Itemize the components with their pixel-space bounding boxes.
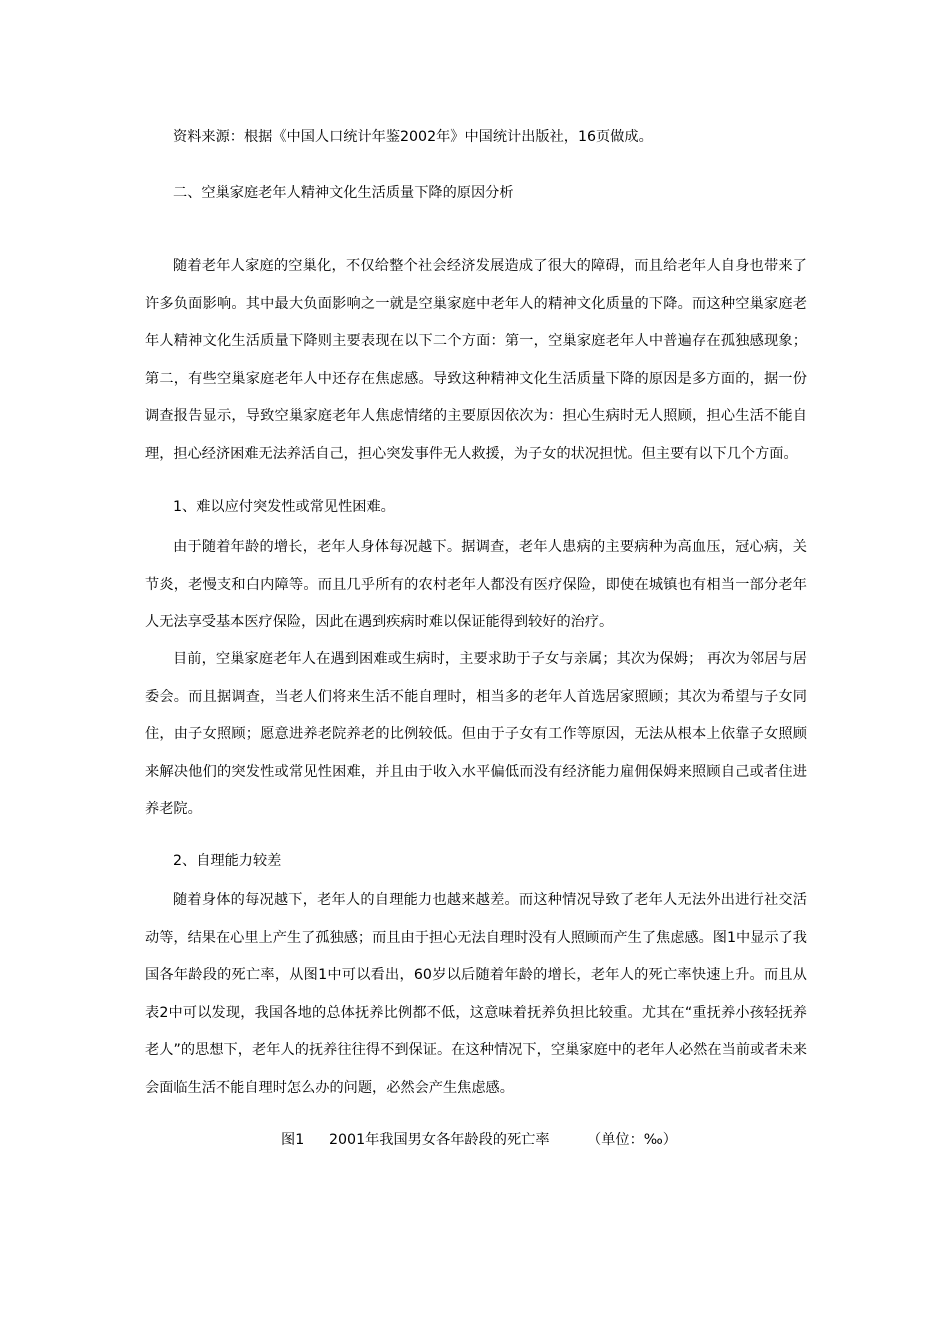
- source-note: 资料来源：根据《中国人口统计年鉴2002年》中国统计出版社，16页做成。: [173, 129, 653, 145]
- figure-unit: （单位：‰）: [587, 1132, 677, 1148]
- subsection-1-heading: 1、难以应付突发性或常见性困难。: [173, 499, 395, 515]
- subsection-1-paragraph-1: 由于随着年龄的增长，老年人身体每况越下。据调查，老年人患病的主要病种为高血压，冠心病，关节炎，老慢支和白内障等。而且几乎所有的农村老年人都没有医疗保险，即使在城镇也有相当一部分老年人无法享受基本医疗保险，因此在遇到疾病时难以保证能得到较好的治疗。: [145, 539, 807, 631]
- subsection-2-heading: 2、自理能力较差: [173, 853, 282, 869]
- figure-title: 2001年我国男女各年龄段的死亡率: [329, 1132, 550, 1148]
- subsection-2-paragraph-1: 随着身体的每况越下，老年人的自理能力也越来越差。而这种情况导致了老年人无法外出进行社交活动等，结果在心里上产生了孤独感；而且由于担心无法自理时没有人照顾而产生了焦虑感。图1中显示了我国各年龄段的死亡率，从图1中可以看出，60岁以后随着年龄的增长，老年人的死亡率快速上升。而且从表2中可以发现，我国各地的总体抚养比例都不低，这意味着抚养负担比较重。尤其在“重抚养小孩轻抚养老人”的思想下，老年人的抚养往往得不到保证。在这种情况下，空巢家庭中的老年人必然在当前或者未来会面临生活不能自理时怎么办的问题，必然会产生焦虑感。: [145, 892, 807, 1096]
- intro-paragraph: 随着老年人家庭的空巢化，不仅给整个社会经济发展造成了很大的障碍，而且给老年人自身也带来了许多负面影响。其中最大负面影响之一就是空巢家庭中老年人的精神文化质量的下降。而这种空巢家庭老年人精神文化生活质量下降则主要表现在以下二个方面：第一，空巢家庭老年人中普遍存在孤独感现象；第二，有些空巢家庭老年人中还存在焦虑感。导致这种精神文化生活质量下降的原因是多方面的，据一份调查报告显示，导致空巢家庭老年人焦虑情绪的主要原因依次为：担心生病时无人照顾，担心生活不能自理，担心经济困难无法养活自己，担心突发事件无人救援，为子女的状况担忧。但主要有以下几个方面。: [145, 258, 807, 462]
- figure-label: 图1: [281, 1132, 305, 1148]
- subsection-1-paragraph-2: 目前，空巢家庭老年人在遇到困难或生病时，主要求助于子女与亲属；其次为保姆； 再次为邻居与居委会。而且据调查，当老人们将来生活不能自理时，相当多的老年人首选居家照顾；其次为希望与子女同住，由子女照顾；愿意进养老院养老的比例较低。但由于子女有工作等原因，无法从根本上依靠子女照顾来解决他们的突发性或常见性困难，并且由于收入水平偏低而没有经济能力雇佣保姆来照顾自己或者住进养老院。: [145, 651, 807, 818]
- section-heading-causes: 二、空巢家庭老年人精神文化生活质量下降的原因分析: [173, 185, 514, 201]
